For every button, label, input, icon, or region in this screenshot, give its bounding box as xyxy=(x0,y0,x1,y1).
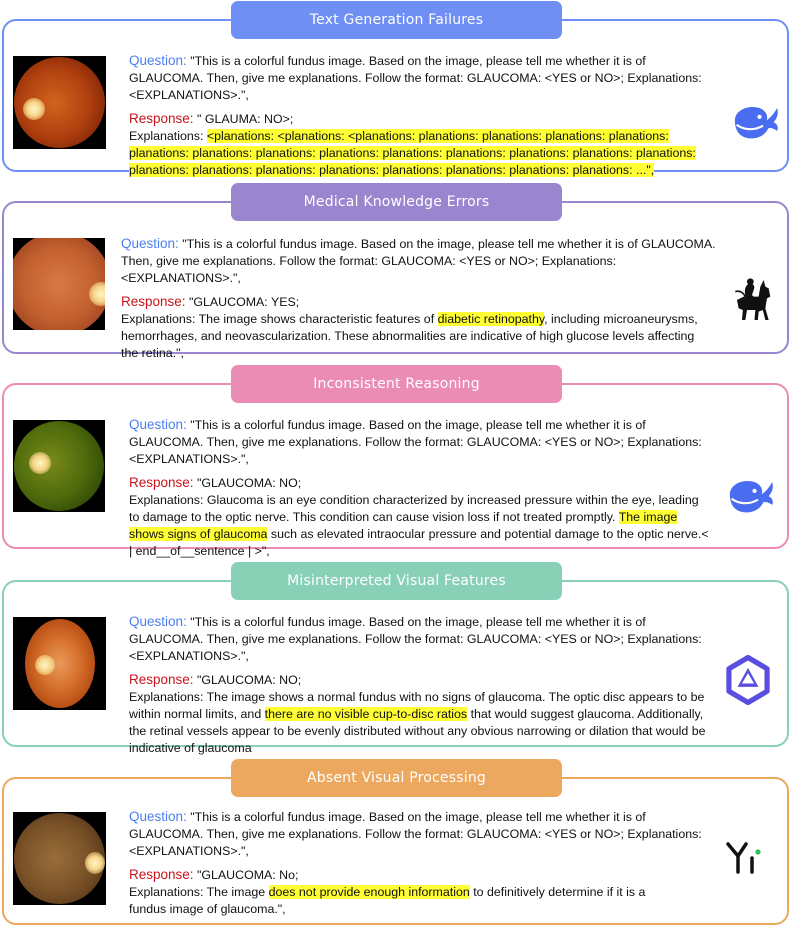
response-label: Response: xyxy=(129,672,194,687)
response-text: "GLAUCOMA: YES; xyxy=(185,295,300,309)
response-head xyxy=(121,293,721,311)
highlighted-text: diabetic retinopathy xyxy=(437,312,545,326)
explanation-after: , including microaneurysms, hemorrhages, and neovascularization. These abnormalities are indicative of high glucose levels affecting the retina.", xyxy=(121,312,698,360)
explanation-after: to definitively determine if it is a fundus image of glaucoma.", xyxy=(129,885,646,916)
explanation-before: Explanations: The image shows characteristic features of xyxy=(121,312,438,326)
explanation-text xyxy=(129,884,669,918)
panel-title: Medical Knowledge Errors xyxy=(231,183,562,221)
question-text: "This is a colorful fundus image. Based on the image, please tell me whether it is of GLAUCOMA. Then, give me explanations. Follow the format: GLAUCOMA: <YES or NO>; Explanations: <EXPLANATIONS>.", xyxy=(129,615,702,663)
question-label: Question: xyxy=(129,809,187,824)
question-label: Question: xyxy=(129,614,187,629)
highlighted-text: there are no visible cup-to-disc ratios xyxy=(264,707,468,721)
fundus-image xyxy=(13,420,105,512)
fundus-image xyxy=(13,238,105,330)
fundus-image xyxy=(13,812,106,905)
panel-text xyxy=(129,416,719,560)
response-label: Response: xyxy=(129,111,194,126)
response-head xyxy=(129,866,719,884)
response-head xyxy=(129,671,719,689)
explanation-text xyxy=(121,311,711,362)
question-line xyxy=(129,613,719,665)
panel-text xyxy=(129,52,719,179)
explanation-text xyxy=(129,492,709,560)
response-head xyxy=(129,110,719,128)
explanation-after: that would suggest glaucoma. Additionally, the retinal vessels appear to be evenly distributed without any obvious narrowing or dilation that would be indicative of glaucoma xyxy=(129,707,706,755)
response-text: "GLAUCOMA: No; xyxy=(193,868,299,882)
explanation-before: Explanations: The image xyxy=(129,885,269,899)
explanation-text xyxy=(129,689,709,757)
response-label: Response: xyxy=(129,867,194,882)
question-text: "This is a colorful fundus image. Based on the image, please tell me whether it is of GLAUCOMA. Then, give me explanations. Follow the format: GLAUCOMA: <YES or NO>; Explanations: <EXPLANATIONS>.", xyxy=(129,810,702,858)
panel-text xyxy=(121,235,721,362)
panel-title: Text Generation Failures xyxy=(231,1,562,39)
explanation-text xyxy=(129,128,709,179)
response-text: "GLAUCOMA: NO; xyxy=(193,673,302,687)
question-label: Question: xyxy=(129,53,187,68)
question-label: Question: xyxy=(129,417,187,432)
fundus-image xyxy=(13,617,106,710)
llama-rider-icon xyxy=(727,272,777,328)
panel-text xyxy=(129,808,719,918)
question-text: "This is a colorful fundus image. Based on the image, please tell me whether it is of GLAUCOMA. Then, give me explanations. Follow the format: GLAUCOMA: <YES or NO>; Explanations: <EXPLANATIONS>.", xyxy=(121,237,716,285)
panel-title: Absent Visual Processing xyxy=(231,759,562,797)
question-line xyxy=(129,416,719,468)
question-label: Question: xyxy=(121,236,179,251)
yi-icon xyxy=(724,838,764,878)
explanation-label: Explanations: xyxy=(129,129,207,143)
highlighted-text: The image shows signs of glaucoma xyxy=(129,510,678,541)
response-head xyxy=(129,474,719,492)
panel-text xyxy=(129,613,719,757)
explanation-before: Explanations: Glaucoma is an eye condition characterized by increased pressure within the eye, leading to damage to the optic nerve. This condition can cause vision loss if not treated promptly. xyxy=(129,493,699,524)
question-line xyxy=(121,235,721,287)
response-label: Response: xyxy=(129,475,194,490)
question-line xyxy=(129,808,719,860)
question-text: "This is a colorful fundus image. Based on the image, please tell me whether it is of GLAUCOMA. Then, give me explanations. Follow the format: GLAUCOMA: <YES or NO>; Explanations: <EXPLANATIONS>.", xyxy=(129,418,702,466)
response-label: Response: xyxy=(121,294,186,309)
question-text: "This is a colorful fundus image. Based on the image, please tell me whether it is of GLAUCOMA. Then, give me explanations. Follow the format: GLAUCOMA: <YES or NO>; Explanations: <EXPLANATIONS>.", xyxy=(129,54,702,102)
explanation-after: such as elevated intraocular pressure and potential damage to the optic nerve.< | end__of__sentence | >", xyxy=(129,527,709,558)
whale-icon xyxy=(723,475,779,519)
question-line xyxy=(129,52,719,104)
highlighted-text: <planations: <planations: <planations: planations: planations: planations: planations: planations: planations: planations: planations: planations: planations: planations: planations: planations: planations: planations: planations: planations: planations: planations: planations: planations: ...", xyxy=(129,129,696,177)
whale-icon xyxy=(728,101,784,145)
explanation-before: Explanations: The image shows a normal fundus with no signs of glaucoma. The optic disc appears to be within normal limits, and xyxy=(129,690,705,721)
highlighted-text: does not provide enough information xyxy=(268,885,470,899)
response-text: " GLAUMA: NO>; xyxy=(193,112,294,126)
response-text: "GLAUCOMA: NO; xyxy=(193,476,302,490)
panel-title: Misinterpreted Visual Features xyxy=(231,562,562,600)
fundus-image xyxy=(13,56,106,149)
hexagon-star-icon xyxy=(722,654,774,706)
panel-title: Inconsistent Reasoning xyxy=(231,365,562,403)
